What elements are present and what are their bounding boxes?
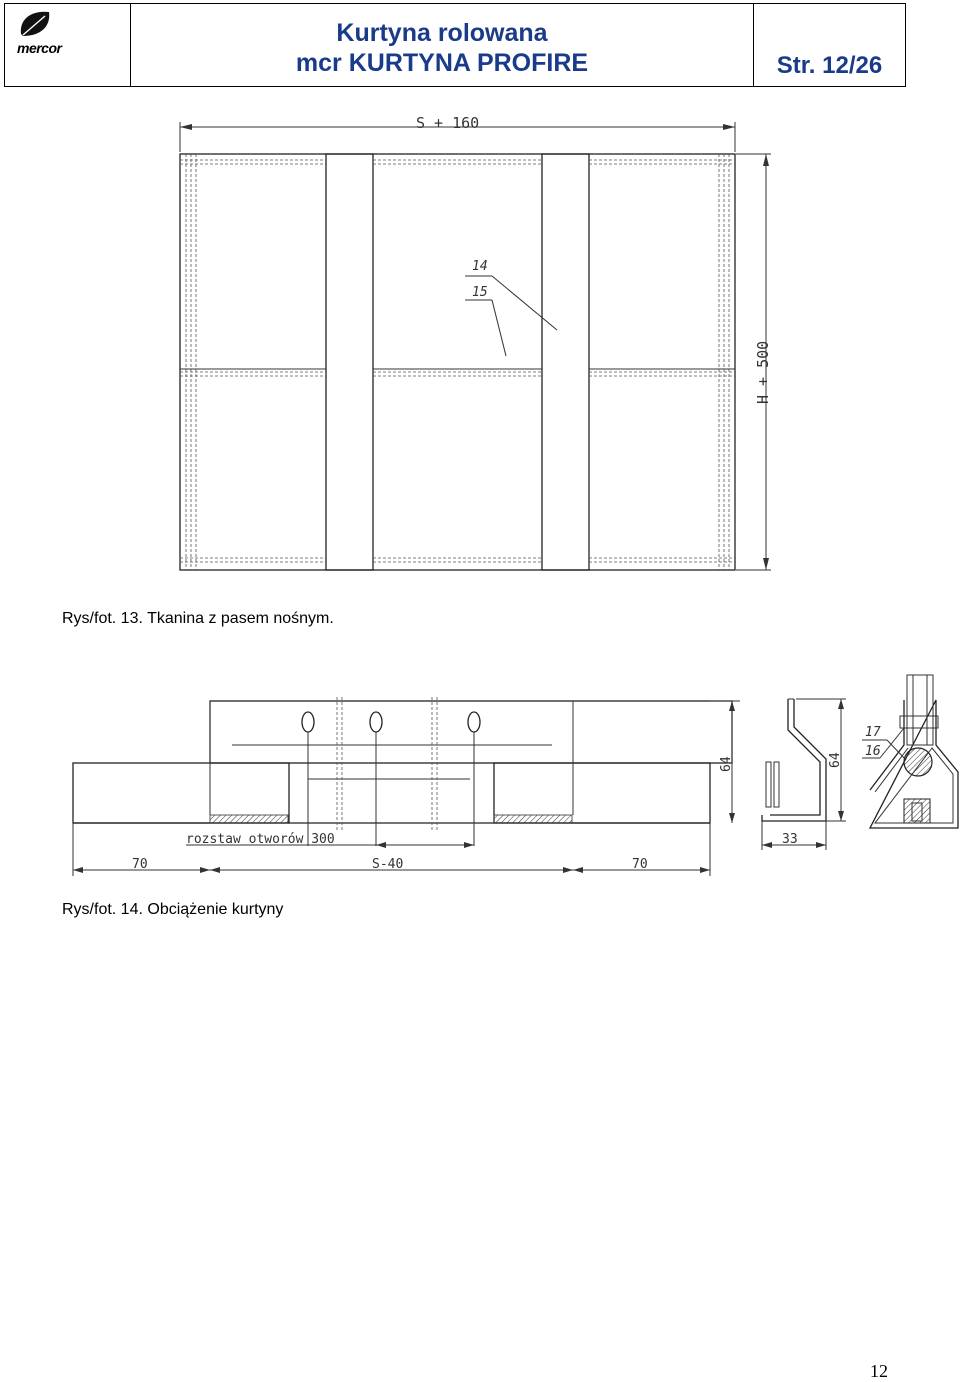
dim-hole-spacing: rozstaw otworów 300 [186, 832, 335, 847]
callout-17: 17 [865, 725, 881, 740]
figure-14-caption: Rys/fot. 14. Obciążenie kurtyny [62, 901, 284, 918]
callout-16: 16 [865, 744, 881, 759]
dim-left: 70 [132, 857, 148, 872]
page-header [4, 3, 906, 87]
figure-13-caption: Rys/fot. 13. Tkanina z pasem nośnym. [62, 610, 334, 627]
dim-height-label: H + 500 [754, 340, 772, 404]
page-number: 12 [870, 1361, 888, 1381]
logo [5, 4, 131, 86]
page-label: Str. 12/26 [776, 52, 883, 79]
title-line-1: Kurtyna rolowana [336, 19, 548, 47]
title-line-2: mcr KURTYNA PROFIRE [295, 49, 589, 77]
dim-width-label: S + 160 [416, 114, 480, 132]
callout-15: 15 [472, 285, 488, 300]
dim-height-a: 64 [719, 756, 734, 772]
dim-right: 70 [632, 857, 648, 872]
document-title [131, 4, 754, 86]
page-counter [754, 4, 905, 86]
callout-14: 14 [472, 259, 488, 274]
dim-middle: S-40 [372, 857, 404, 872]
dim-depth: 33 [782, 832, 798, 847]
logo-text: mercor [17, 40, 62, 56]
dim-height-b: 64 [828, 752, 843, 768]
